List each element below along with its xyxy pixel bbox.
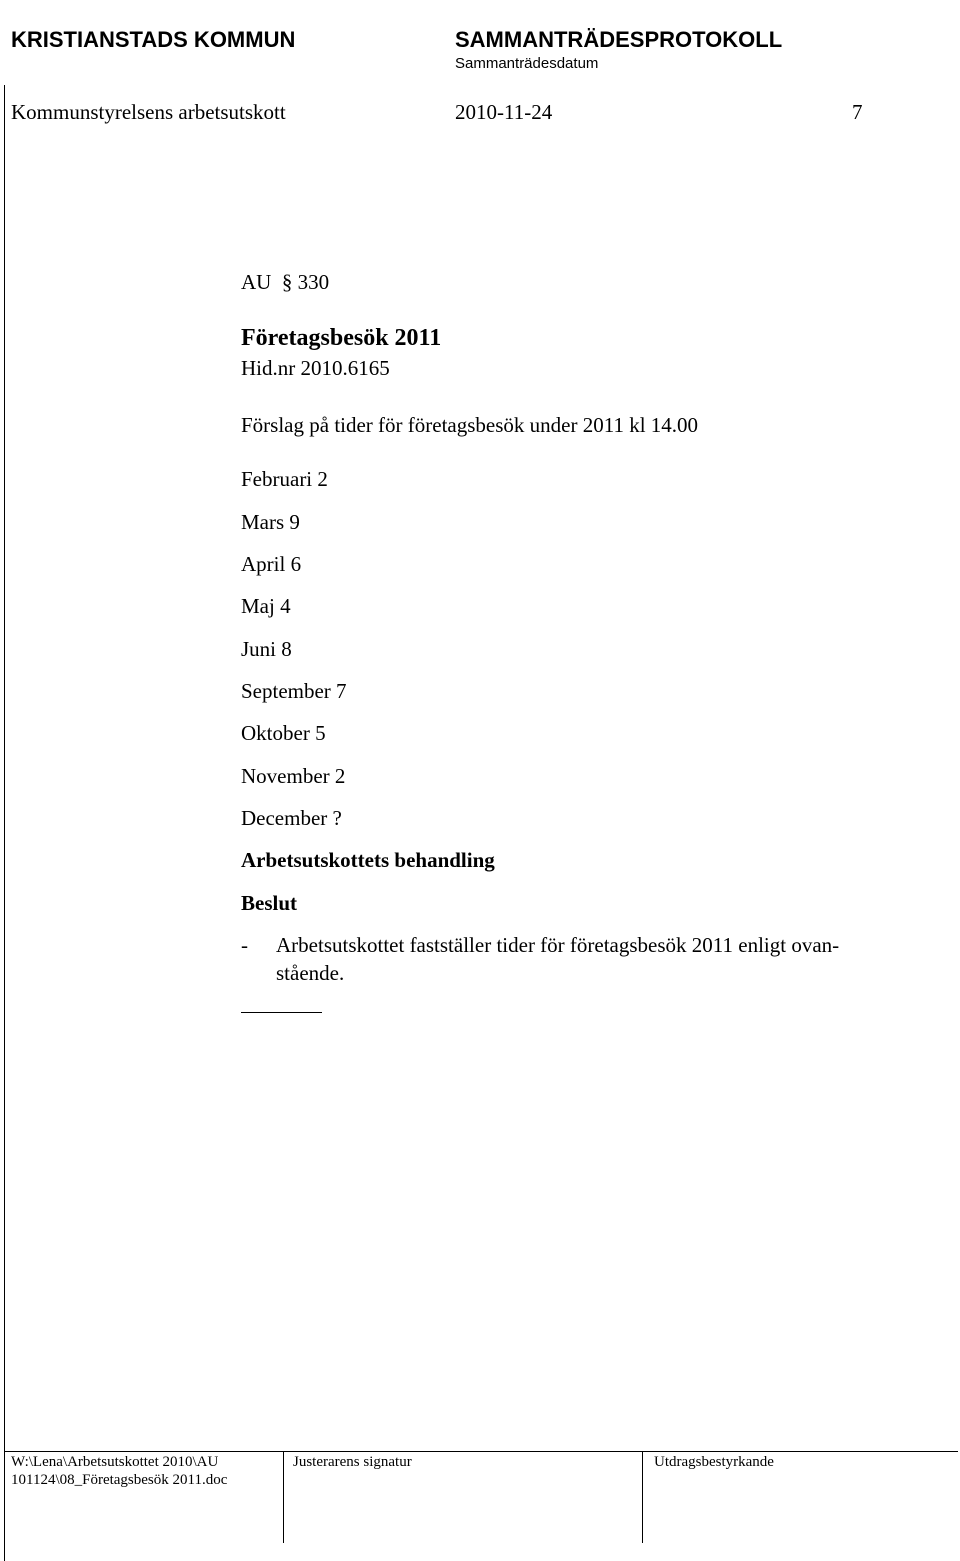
decision-text: Arbetsutskottet fastställer tider för företagsbesök 2011 enligt ovan-: [276, 933, 840, 957]
left-margin-rule: [4, 85, 5, 1561]
footer-divider: [283, 1451, 284, 1543]
decision-text-continued: stående.: [276, 961, 345, 985]
handling-heading: Arbetsutskottets behandling: [241, 848, 495, 872]
date-item: Oktober 5: [241, 721, 326, 745]
document-type: SAMMANTRÄDESPROTOKOLL: [455, 27, 783, 52]
meeting-date: 2010-11-24: [455, 100, 553, 124]
date-item: December ?: [241, 806, 342, 830]
date-item: September 7: [241, 679, 347, 703]
date-item: November 2: [241, 764, 346, 788]
file-name: 101124\08_Företagsbesök 2011.doc: [11, 1472, 228, 1488]
proposal-intro: Förslag på tider för företagsbesök under 2011 kl 14.00: [241, 413, 699, 437]
signature-label: Justerarens signatur: [293, 1454, 412, 1470]
end-of-item-rule: [241, 1012, 322, 1013]
footer-divider: [642, 1451, 643, 1543]
section-reference: AU § 330: [241, 270, 330, 294]
date-label: Sammanträdesdatum: [455, 55, 599, 72]
page-number: 7: [852, 100, 863, 124]
date-item: Mars 9: [241, 510, 300, 534]
certification-label: Utdragsbestyrkande: [654, 1454, 774, 1470]
date-item: Februari 2: [241, 467, 328, 491]
file-path: W:\Lena\Arbetsutskottet 2010\AU: [11, 1454, 219, 1470]
decision-bullet: -: [241, 933, 248, 957]
date-item: Juni 8: [241, 637, 292, 661]
case-number: Hid.nr 2010.6165: [241, 356, 390, 380]
date-item: Maj 4: [241, 594, 291, 618]
footer-top-rule: [4, 1451, 958, 1452]
date-item: April 6: [241, 552, 302, 576]
municipality-name: KRISTIANSTADS KOMMUN: [11, 27, 296, 52]
decision-heading: Beslut: [241, 891, 298, 915]
committee-name: Kommunstyrelsens arbetsutskott: [11, 100, 286, 124]
item-title: Företagsbesök 2011: [241, 325, 442, 351]
